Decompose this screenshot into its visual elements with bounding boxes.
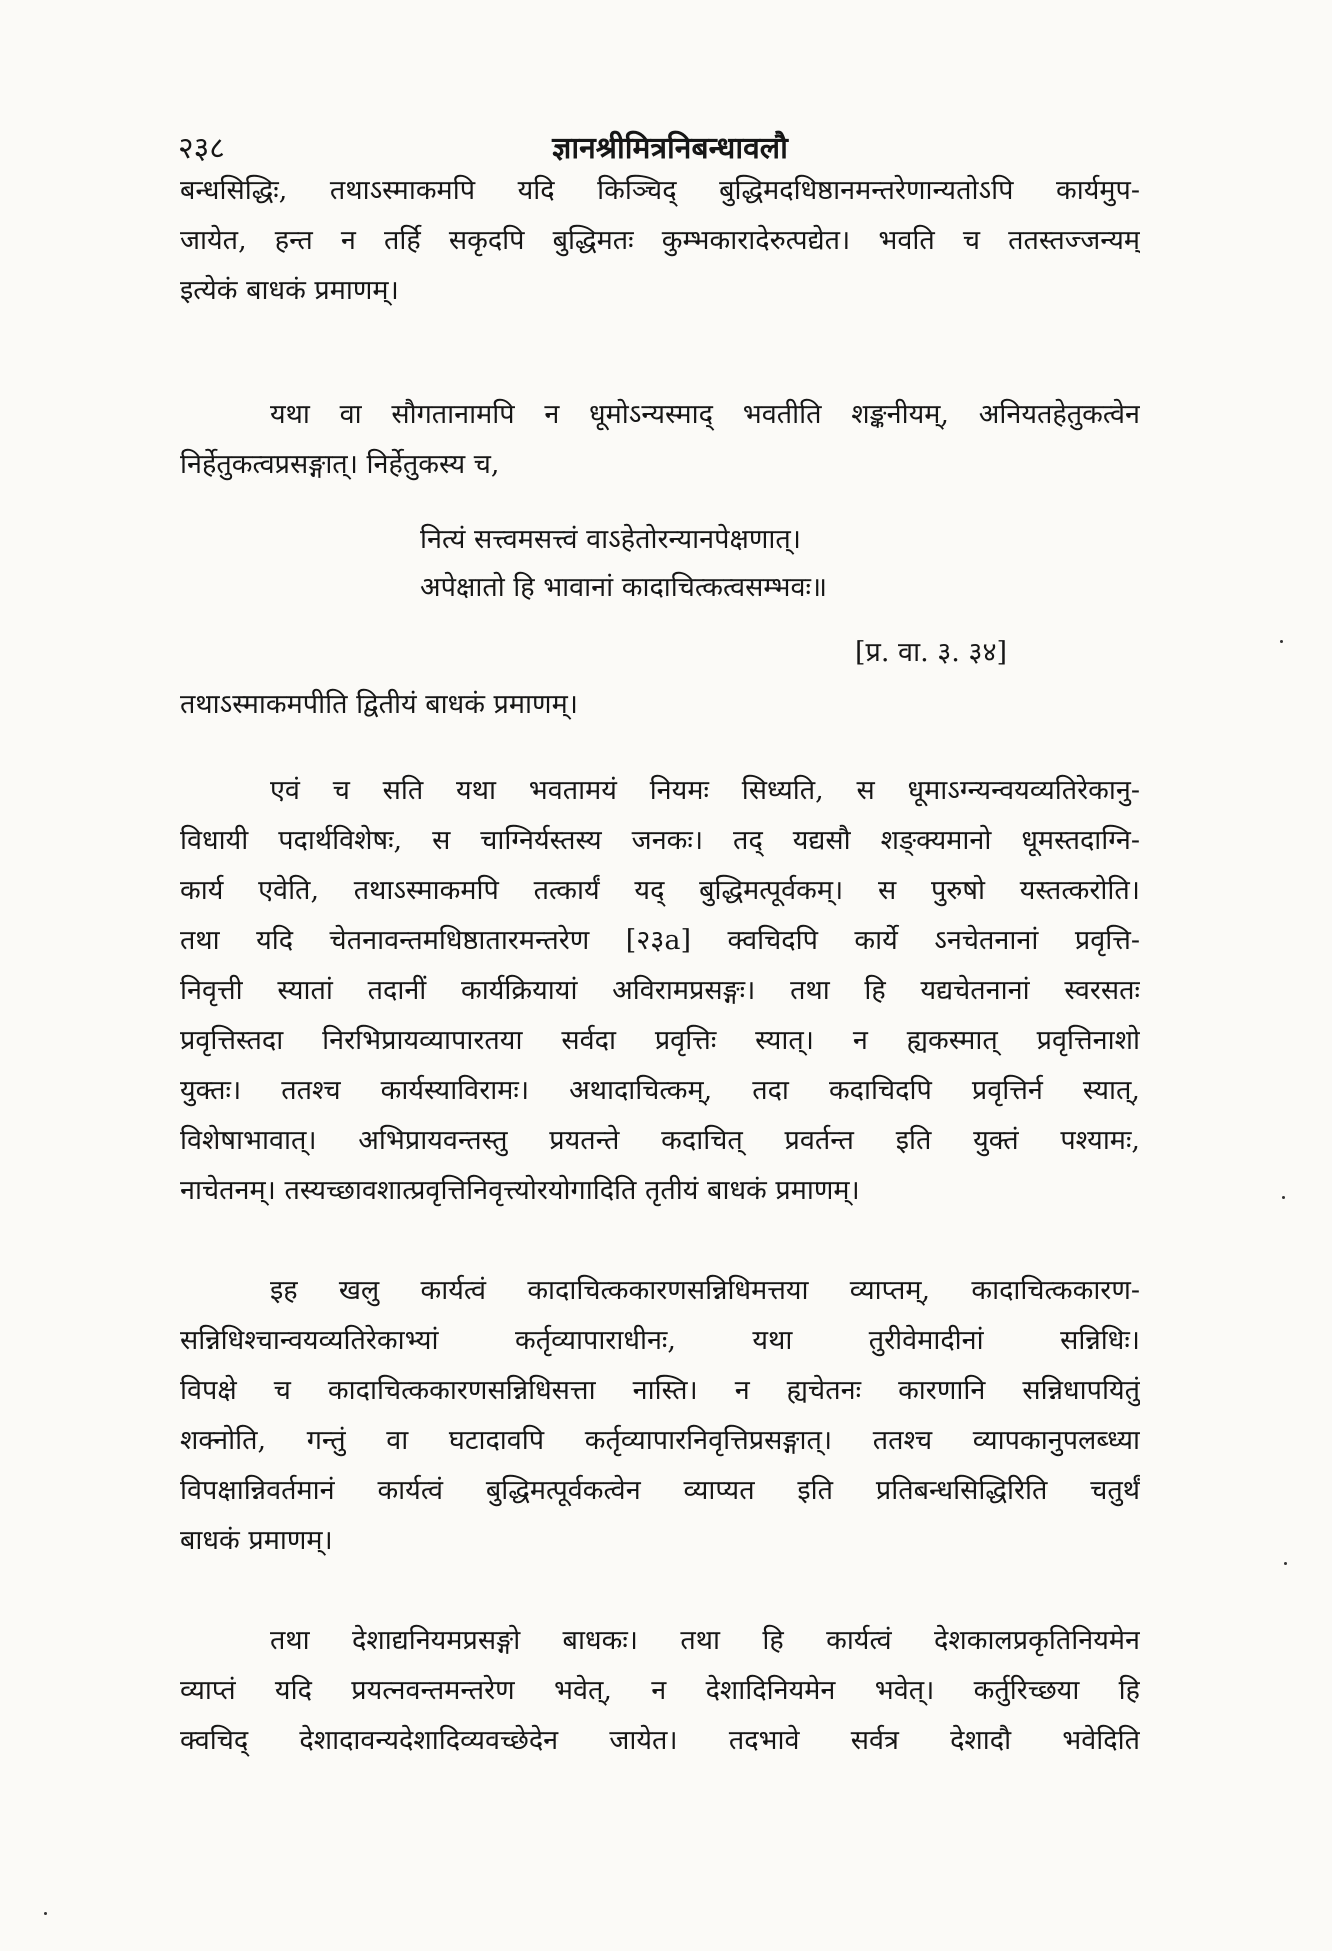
paragraph-5 — [180, 1266, 1140, 1566]
paragraph-1 — [180, 166, 1140, 316]
text-line: विपक्षान्निवर्तमानं कार्यत्वं बुद्धिमत्पूर्वकत्वेन व्याप्यत इति प्रतिबन्धसिद्धिरिति चतुर्थं — [180, 1475, 1140, 1506]
text-line: शक्नोति, गन्तुं वा घटादावपि कर्तृव्यापारनिवृत्तिप्रसङ्गात्। ततश्च व्यापकानुपलब्ध्या — [180, 1425, 1140, 1456]
text-line: इत्येकं बाधकं प्रमाणम्। — [180, 275, 399, 306]
text-line: जायेत, हन्त न तर्हि सकृदपि बुद्धिमतः कुम्भकारादेरुत्पद्येत। भवति च ततस्तज्जन्यम् — [180, 225, 1140, 256]
scan-speck — [1280, 640, 1283, 643]
text-line: तथाऽस्माकमपीति द्वितीयं बाधकं प्रमाणम्। — [180, 689, 578, 720]
scan-speck — [44, 1912, 47, 1915]
scan-speck — [1284, 1562, 1287, 1565]
text-line: युक्तः। ततश्च कार्यस्याविरामः। अथादाचित्कम्, तदा कदाचिदपि प्रवृत्तिर्न स्यात्, — [180, 1075, 1140, 1106]
verse-line: नित्यं सत्त्वमसत्त्वं वाऽहेतोरन्यानपेक्षणात्। — [420, 524, 801, 555]
text-line: कार्य एवेति, तथाऽस्माकमपि तत्कार्यं यद् बुद्धिमत्पूर्वकम्। स पुरुषो यस्तत्करोति। — [180, 875, 1140, 906]
text-line: विशेषाभावात्। अभिप्रायवन्तस्तु प्रयतन्ते कदाचित् प्रवर्तन्त इति युक्तं पश्यामः, — [180, 1125, 1140, 1156]
text-line: बाधकं प्रमाणम्। — [180, 1525, 333, 1556]
text-line: प्रवृत्तिस्तदा निरभिप्रायव्यापारतया सर्वदा प्रवृत्तिः स्यात्। न ह्यकस्मात् प्रवृत्तिनाशो — [180, 1025, 1140, 1056]
text-line: व्याप्तं यदि प्रयत्नवन्तमन्तरेण भवेत्, न देशादिनियमेन भवेत्। कर्तुरिच्छया हि — [180, 1675, 1140, 1706]
text-line: सन्निधिश्चान्वयव्यतिरेकाभ्यां कर्तृव्यापाराधीनः, यथा तुरीवेमादीनां सन्निधिः। — [180, 1325, 1140, 1356]
text-line: बन्धसिद्धिः, तथाऽस्माकमपि यदि किञ्चिद् बुद्धिमदधिष्ठानमन्तरेणान्यतोऽपि कार्यमुप- — [180, 175, 1140, 206]
paragraph-4 — [180, 766, 1140, 1216]
verse-line: अपेक्षातो हि भावानां कादाचित्कत्वसम्भवः॥ — [420, 572, 828, 603]
text-line: निर्हेतुकत्वप्रसङ्गात्। निर्हेतुकस्य च, — [180, 449, 500, 480]
text-line: तथा यदि चेतनावन्तमधिष्ठातारमन्तरेण [२३a] क्वचिदपि कार्ये ऽनचेतनानां प्रवृत्ति- — [180, 925, 1140, 956]
verse-citation: [प्र. वा. ३. ३४] — [855, 637, 1008, 668]
text-line: विपक्षे च कादाचित्ककारणसन्निधिसत्ता नास्ति। न ह्यचेतनः कारणानि सन्निधापयितुं — [180, 1375, 1140, 1406]
text-line: तथा देशाद्यनियमप्रसङ्गो बाधकः। तथा हि कार्यत्वं देशकालप्रकृतिनियमेन — [270, 1625, 1140, 1656]
running-title: ज्ञानश्रीमित्रनिबन्धावलौ — [552, 131, 788, 166]
page-number: २३८ — [178, 131, 225, 166]
paragraph-6 — [180, 1616, 1140, 1766]
text-line: निवृत्ती स्यातां तदानीं कार्यक्रियायां अविरामप्रसङ्गः। तथा हि यद्यचेतनानां स्वरसतः — [180, 975, 1140, 1006]
text-line: एवं च सति यथा भवतामयं नियमः सिध्यति, स धूमाऽग्न्यन्वयव्यतिरेकानु- — [270, 775, 1140, 806]
text-line: क्वचिद् देशादावन्यदेशादिव्यवच्छेदेन जायेत। तदभावे सर्वत्र देशादौ भवेदिति — [180, 1725, 1140, 1756]
text-line: इह खलु कार्यत्वं कादाचित्ककारणसन्निधिमत्तया व्याप्तम्, कादाचित्ककारण- — [270, 1275, 1140, 1306]
scan-speck — [1282, 1196, 1285, 1199]
text-line: नाचेतनम्। तस्यच्छावशात्प्रवृत्तिनिवृत्त्योरयोगादिति तृतीयं बाधकं प्रमाणम्। — [180, 1175, 860, 1206]
paragraph-3 — [180, 680, 1140, 730]
verse-block — [420, 516, 940, 612]
text-line: यथा वा सौगतानामपि न धूमोऽन्यस्माद् भवतीति शङ्कनीयम्, अनियतहेतुकत्वेन — [270, 399, 1140, 430]
paragraph-2 — [180, 390, 1140, 490]
text-line: विधायी पदार्थविशेषः, स चाग्निर्यस्तस्य जनकः। तद् यद्यसौ शङ्क्यमानो धूमस्तदाग्नि- — [180, 825, 1140, 856]
